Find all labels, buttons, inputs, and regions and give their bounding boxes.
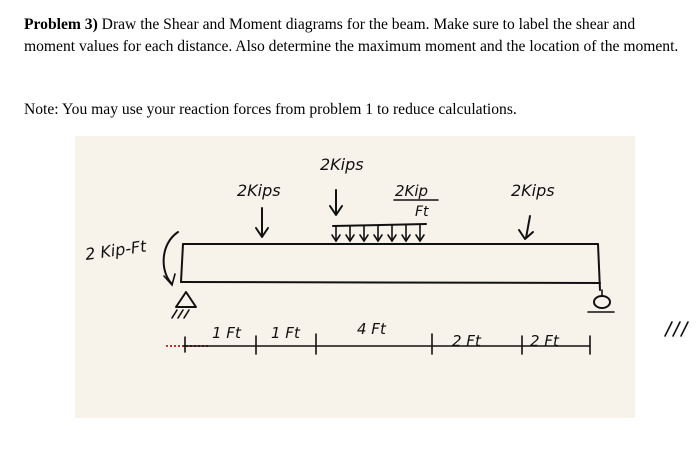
point-load-2-arrow (330, 190, 342, 215)
roller-support (588, 290, 688, 336)
distributed-load-arrows (332, 224, 426, 241)
pin-support (172, 292, 196, 318)
beam (181, 244, 600, 290)
dim-label-5: 2 Ft (530, 332, 559, 350)
moment-label: 2 Kip-Ft (83, 236, 148, 264)
dim-label-1: 1 Ft (212, 324, 241, 342)
point-load-2-label: 2Kips (320, 155, 364, 174)
dist-load-label-bottom: Ft (415, 204, 429, 220)
point-load-3-label: 2Kips (511, 181, 555, 200)
note-text: Note: You may use your reaction forces from problem 1 to reduce calculations. (24, 101, 517, 118)
moment-arrow (164, 232, 178, 285)
dim-label-4: 2 Ft (452, 332, 481, 350)
dim-label-3: 4 Ft (357, 320, 386, 338)
problem-text: Draw the Shear and Moment diagrams for the beam. Make sure to label the shear and moment values for each distance. Also determine the maximum moment and the location of the moment. (24, 16, 679, 55)
point-load-1-label: 2Kips (237, 181, 281, 200)
problem-label: Problem 3) (24, 16, 98, 33)
point-load-1-arrow (256, 208, 268, 237)
point-load-3-arrow (519, 216, 533, 239)
dim-label-2: 1 Ft (271, 324, 300, 342)
dist-load-label-top: 2Kip (395, 182, 429, 200)
